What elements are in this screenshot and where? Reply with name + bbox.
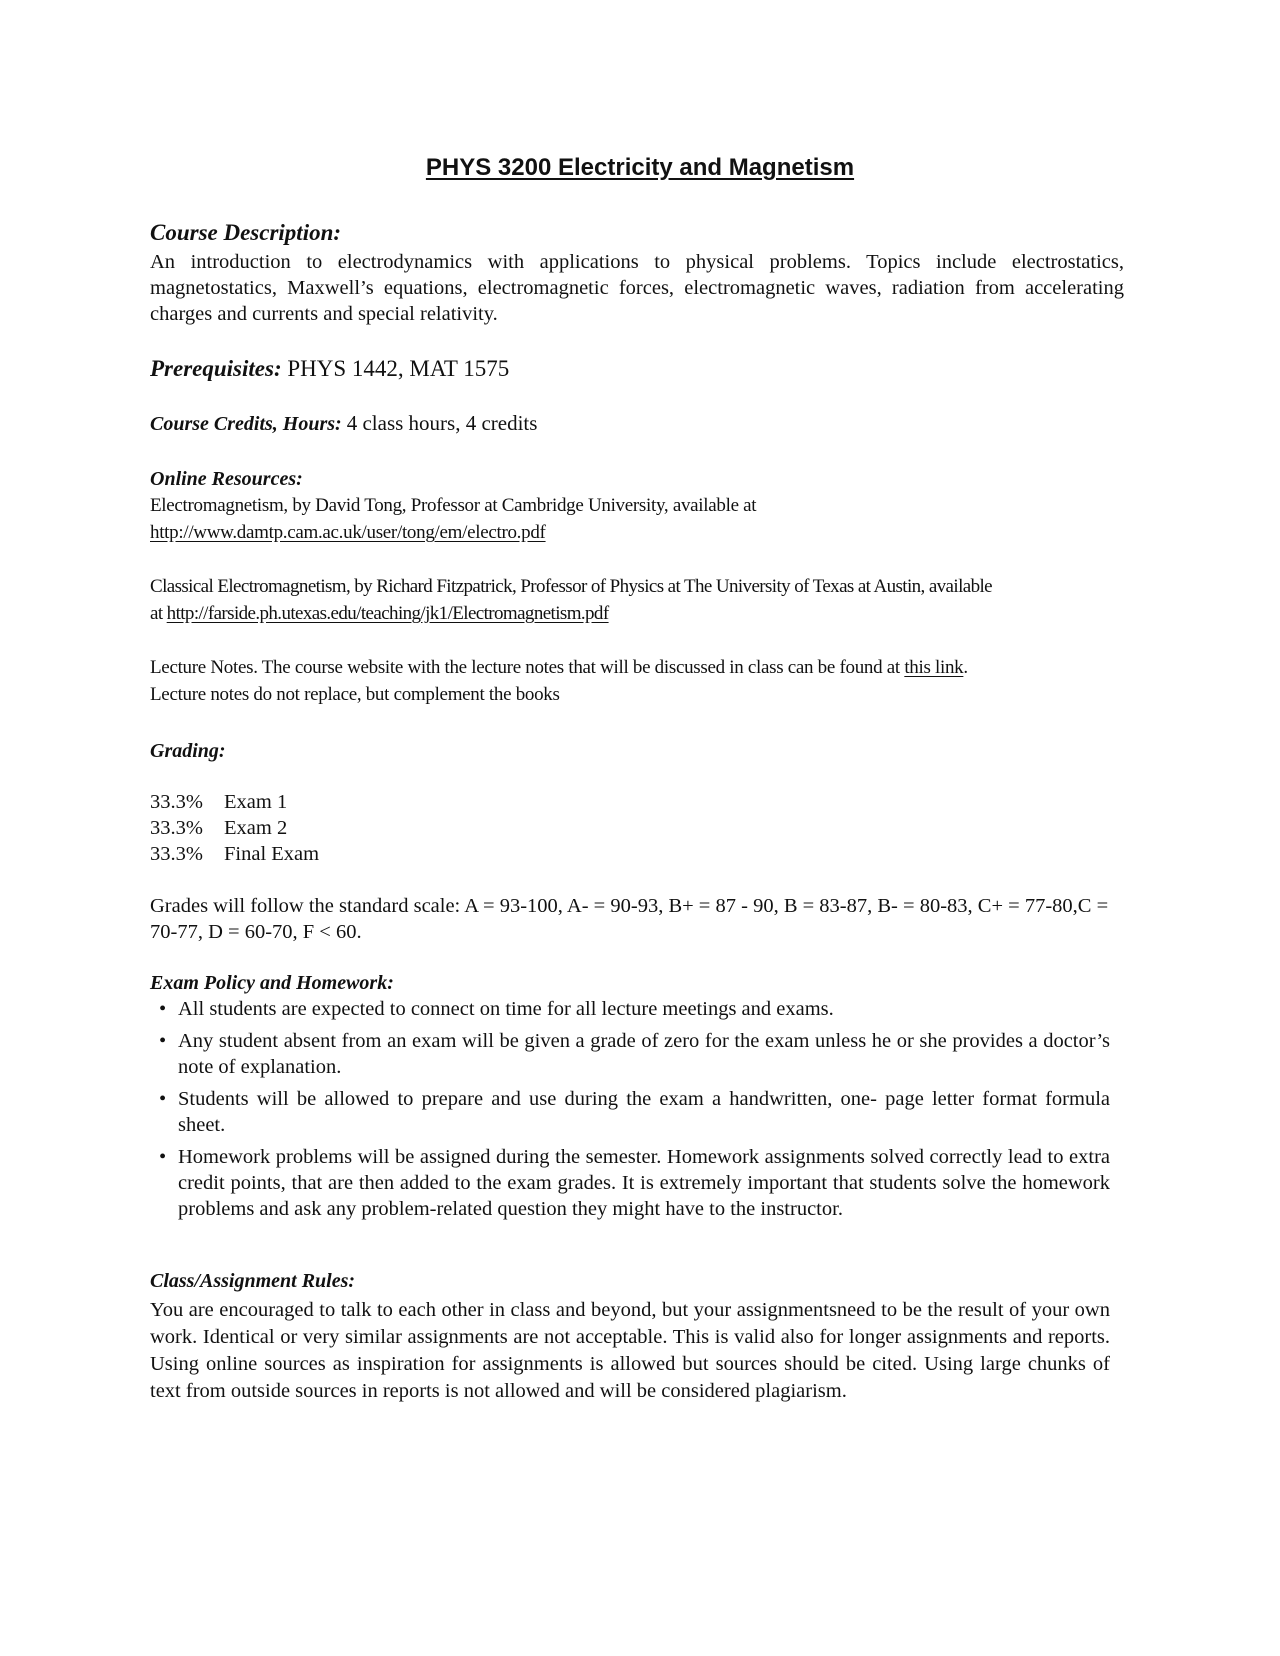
list-item-text: Homework problems will be assigned during the semester. Homework assignments solved correctly lead to extra credit points, that are then added to the exam grades. It is extremely important that students solve the homework problems and ask any problem-related question they might have to the instructor.	[178, 1146, 1110, 1220]
bullet-icon: •	[159, 1146, 167, 1168]
lecture-notes-period: .	[963, 657, 968, 678]
resource-fitzpatrick-link[interactable]: http://farside.ph.utexas.edu/teaching/jk1/Electromagnetism.pdf	[166, 603, 609, 624]
bullet-icon: •	[159, 1030, 167, 1052]
credits-value: 4 class hours, 4 credits	[346, 411, 538, 435]
exam-policy-heading: Exam Policy and Homework:	[150, 972, 394, 994]
lecture-notes-text-2: Lecture notes do not replace, but complement the books	[150, 684, 560, 705]
lecture-notes	[150, 654, 1130, 708]
list-item	[150, 1144, 1110, 1222]
list-item-text: Any student absent from an exam will be given a grade of zero for the exam unless he or she provides a doctor’s note of explanation.	[178, 1030, 1110, 1078]
grading-scale-text: Grades will follow the standard scale: A = 93-100, A- = 90-93, B+ = 87 - 90, B = 83-87, B- = 80-83, C+ = 77-80,C = 70-77, D = 60-70, F < 60.	[150, 895, 1109, 943]
list-item	[150, 996, 1110, 1022]
resource-fitzpatrick-at: at	[150, 603, 163, 624]
resource-tong-text: Electromagnetism, by David Tong, Professor at Cambridge University, available at	[150, 495, 757, 516]
grade-row	[150, 841, 319, 867]
resource-tong	[150, 492, 1130, 546]
bullet-icon: •	[159, 998, 167, 1020]
course-description-text: An introduction to electrodynamics with applications to physical problems. Topics include electrostatics, magnetostatics, Maxwell’s equations, electromagnetic forces, electromagnetic waves, radiation from accelerating charges and currents and special relativity.	[150, 251, 1124, 325]
bullet-icon: •	[159, 1088, 167, 1110]
course-description-heading: Course Description:	[150, 220, 342, 245]
resource-fitzpatrick	[150, 573, 1130, 627]
list-item	[150, 1028, 1110, 1080]
page-title: PHYS 3200 Electricity and Magnetism	[425, 154, 855, 181]
credits-line	[150, 410, 537, 437]
grade-label: Exam 1	[224, 791, 288, 813]
exam-policy-list	[150, 996, 1110, 1228]
grade-label: Final Exam	[224, 843, 320, 865]
grade-percent: 33.3%	[150, 817, 203, 839]
list-item-text: Students will be allowed to prepare and use during the exam a handwritten, one- page letter format formula sheet.	[178, 1088, 1110, 1136]
grade-percent: 33.3%	[150, 791, 203, 813]
credits-heading: Course Credits, Hours:	[150, 413, 342, 435]
prerequisites-line	[150, 354, 509, 384]
class-rules-text: You are encouraged to talk to each other in class and beyond, but your assignmentsneed to be the result of your own work. Identical or very similar assignments are not acceptable. This is valid also for longer assignments and reports. Using online sources as inspiration for assignments is allowed but sources should be cited. Using large chunks of text from outside sources in reports is not allowed and will be considered plagiarism.	[150, 1299, 1110, 1402]
grade-label: Exam 2	[224, 817, 288, 839]
grading-heading: Grading:	[150, 740, 226, 762]
prerequisites-heading: Prerequisites:	[150, 356, 282, 381]
prerequisites-value: PHYS 1442, MAT 1575	[287, 356, 510, 381]
online-resources-heading: Online Resources:	[150, 468, 303, 490]
list-item-text: All students are expected to connect on time for all lecture meetings and exams.	[178, 998, 834, 1020]
grade-row	[150, 815, 287, 841]
class-rules-heading: Class/Assignment Rules:	[150, 1270, 356, 1292]
resource-fitzpatrick-text: Classical Electromagnetism, by Richard Fitzpatrick, Professor of Physics at The University of Texas at Austin, available	[150, 576, 992, 597]
resource-tong-link[interactable]: http://www.damtp.cam.ac.uk/user/tong/em/electro.pdf	[150, 522, 546, 543]
grade-row	[150, 789, 287, 815]
lecture-notes-link[interactable]: this link	[904, 657, 964, 678]
grade-percent: 33.3%	[150, 843, 203, 865]
lecture-notes-text: Lecture Notes. The course website with the lecture notes that will be discussed in class can be found at	[150, 657, 900, 678]
list-item	[150, 1086, 1110, 1138]
